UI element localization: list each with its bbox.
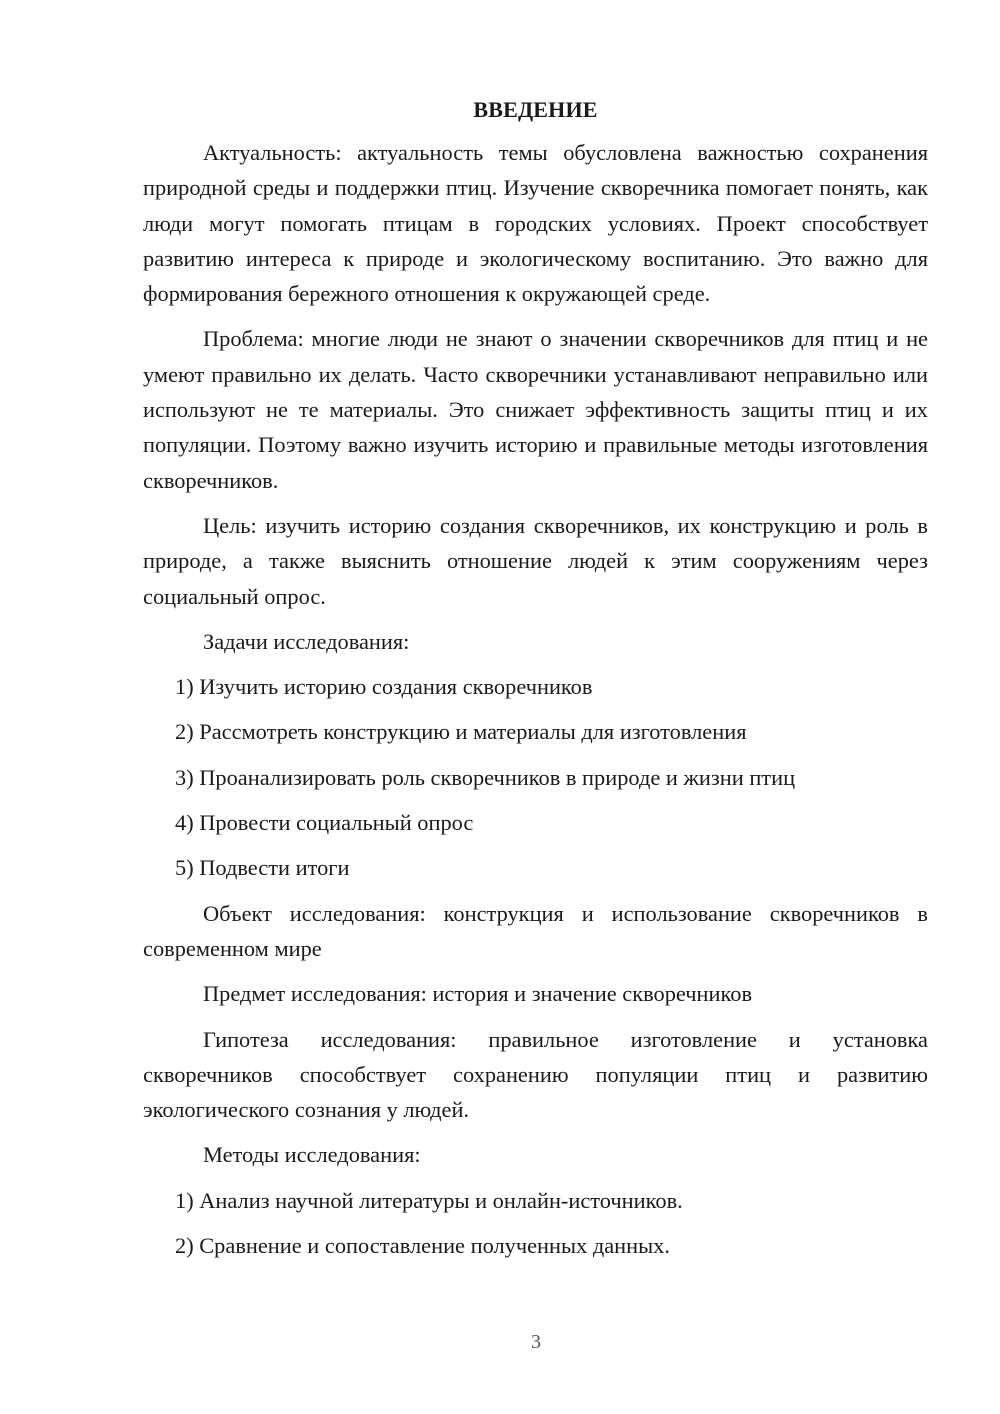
- spacer: [143, 311, 928, 321]
- spacer: [143, 966, 928, 976]
- tasks-heading: Задачи исследования:: [203, 628, 410, 654]
- document-page: [143, 94, 928, 1263]
- spacer: [143, 886, 928, 896]
- spacer: [143, 614, 928, 624]
- task-item-5: 5) Подвести итоги: [175, 855, 350, 881]
- spacer: [143, 1218, 928, 1228]
- paragraph-goal: Цель: изучить историю создания скворечников, их конструкцию и роль в природе, а также выяснить отношение людей к этим сооружениям через социальный опрос.: [143, 512, 928, 609]
- spacer: [143, 1012, 928, 1022]
- task-item-4: 4) Провести социальный опрос: [175, 810, 474, 836]
- method-item-1: 1) Анализ научной литературы и онлайн-источников.: [175, 1187, 683, 1213]
- method-item-2: 2) Сравнение и сопоставление полученных данных.: [175, 1233, 670, 1259]
- task-item-2: 2) Рассмотреть конструкцию и материалы для изготовления: [175, 719, 747, 745]
- page-number: 3: [531, 1331, 541, 1353]
- spacer: [143, 1127, 928, 1137]
- spacer: [143, 126, 928, 135]
- paragraph-relevance: Актуальность: актуальность темы обусловлена важностью сохранения природной среды и поддержки птиц. Изучение скворечника помогает понять, как люди могут помогать птицам в городских условиях. Проект способствует развитию интереса к природе и экологическому воспитанию. Это важно для формирования бережного отношения к окружающей среде.: [143, 140, 928, 307]
- paragraph-problem: Проблема: многие люди не знают о значении скворечников для птиц и не умеют правильно их делать. Часто скворечники устанавливают неправильно или используют не те материалы. Это снижает эффективность защиты птиц и их популяции. Поэтому важно изучить историю и правильные методы изготовления скворечников.: [143, 326, 928, 493]
- paragraph-object: Объект исследования: конструкция и использование скворечников в современном мире: [143, 900, 928, 961]
- section-title: ВВЕДЕНИЕ: [473, 97, 598, 122]
- task-item-3: 3) Проанализировать роль скворечников в природе и жизни птиц: [175, 764, 796, 790]
- paragraph-subject: Предмет исследования: история и значение скворечников: [203, 981, 753, 1007]
- spacer: [143, 1173, 928, 1183]
- spacer: [143, 750, 928, 760]
- task-item-1: 1) Изучить историю создания скворечников: [175, 674, 593, 700]
- spacer: [143, 840, 928, 850]
- spacer: [143, 498, 928, 508]
- spacer: [143, 795, 928, 805]
- paragraph-hypothesis: Гипотеза исследования: правильное изготовление и установка скворечников способствует сохранению популяции птиц и развитию экологического сознания у людей.: [143, 1026, 928, 1123]
- spacer: [143, 659, 928, 669]
- spacer: [143, 704, 928, 714]
- methods-heading: Методы исследования:: [203, 1142, 421, 1168]
